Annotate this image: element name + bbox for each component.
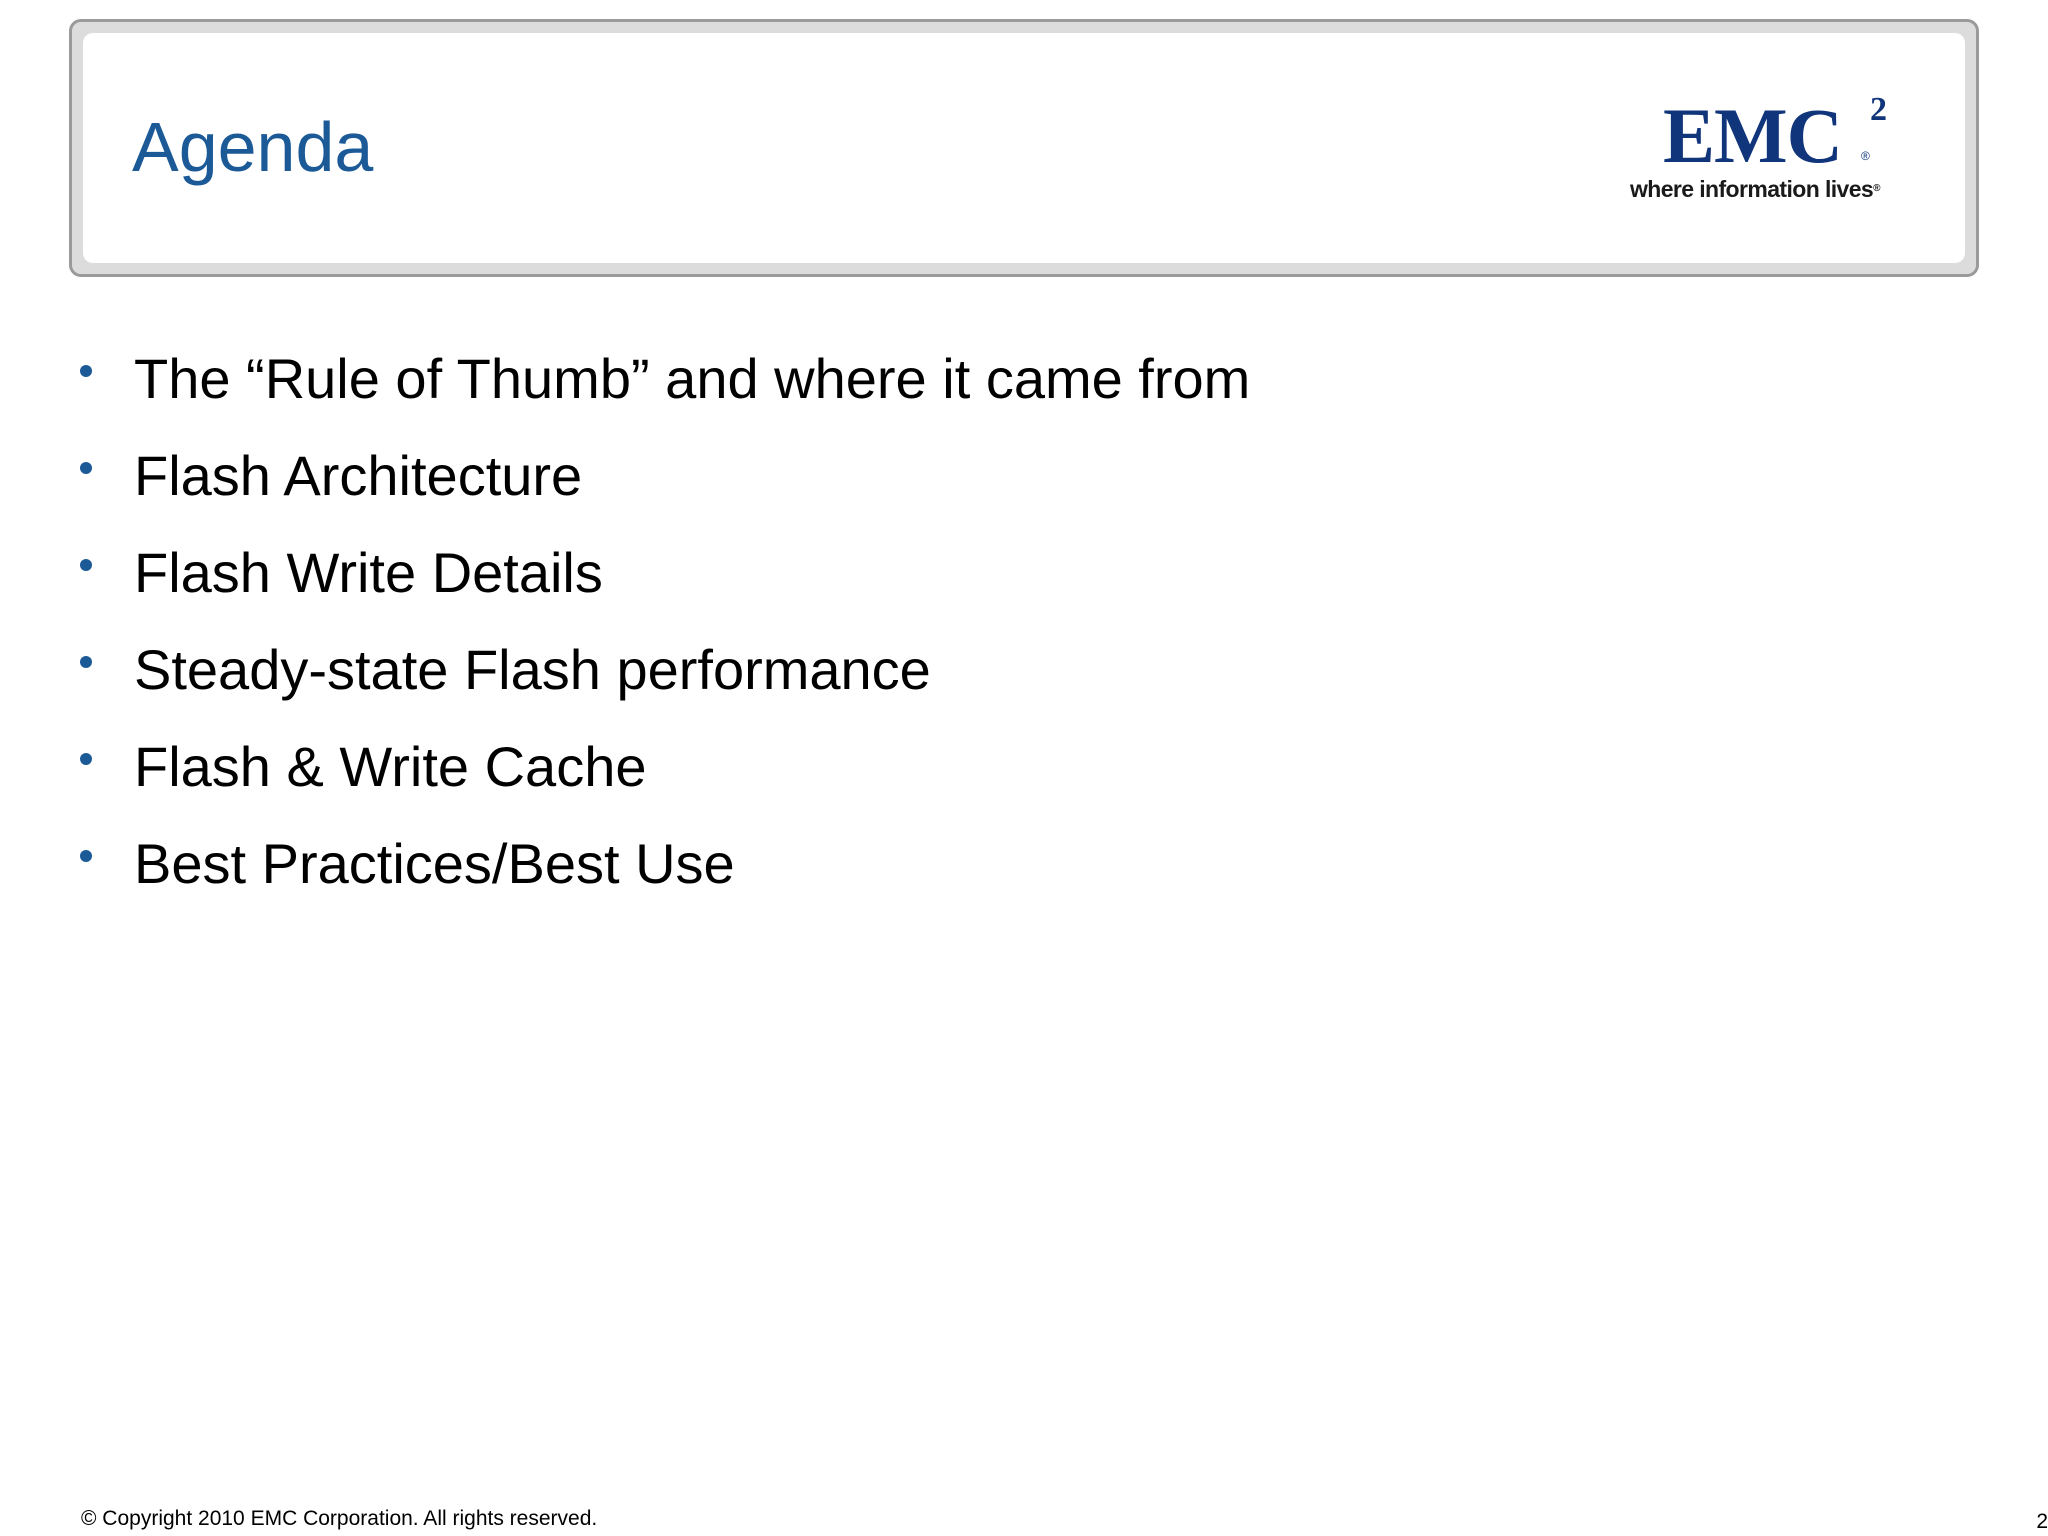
footer-copyright: © Copyright 2010 EMC Corporation. All rights reserved. bbox=[81, 1507, 598, 1530]
bullet-icon bbox=[80, 753, 92, 765]
logo-tagline-text: where information lives bbox=[1630, 176, 1874, 202]
bullet-icon bbox=[80, 850, 92, 862]
bullet-icon bbox=[80, 559, 92, 571]
logo-wordmark: EMC bbox=[1663, 92, 1842, 179]
logo-tagline bbox=[1630, 176, 1880, 202]
slide-title: Agenda bbox=[132, 108, 374, 186]
bullet-icon bbox=[80, 462, 92, 474]
agenda-item-text: The “Rule of Thumb” and where it came from bbox=[134, 347, 1251, 410]
bullet-icon bbox=[80, 365, 92, 377]
agenda-item-text: Best Practices/Best Use bbox=[134, 832, 735, 895]
page-number: 2 bbox=[2036, 1510, 2048, 1533]
logo-superscript: 2 bbox=[1870, 91, 1887, 128]
emc-logo bbox=[1625, 91, 1915, 206]
logo-tagline-registered-mark: ® bbox=[1873, 183, 1880, 194]
agenda-item-text: Flash & Write Cache bbox=[134, 735, 647, 798]
agenda-item-text: Flash Architecture bbox=[134, 444, 583, 507]
agenda-item-text: Steady-state Flash performance bbox=[134, 638, 931, 701]
bullet-icon bbox=[80, 656, 92, 668]
logo-registered-mark: ® bbox=[1861, 149, 1870, 163]
agenda-item-text: Flash Write Details bbox=[134, 541, 603, 604]
